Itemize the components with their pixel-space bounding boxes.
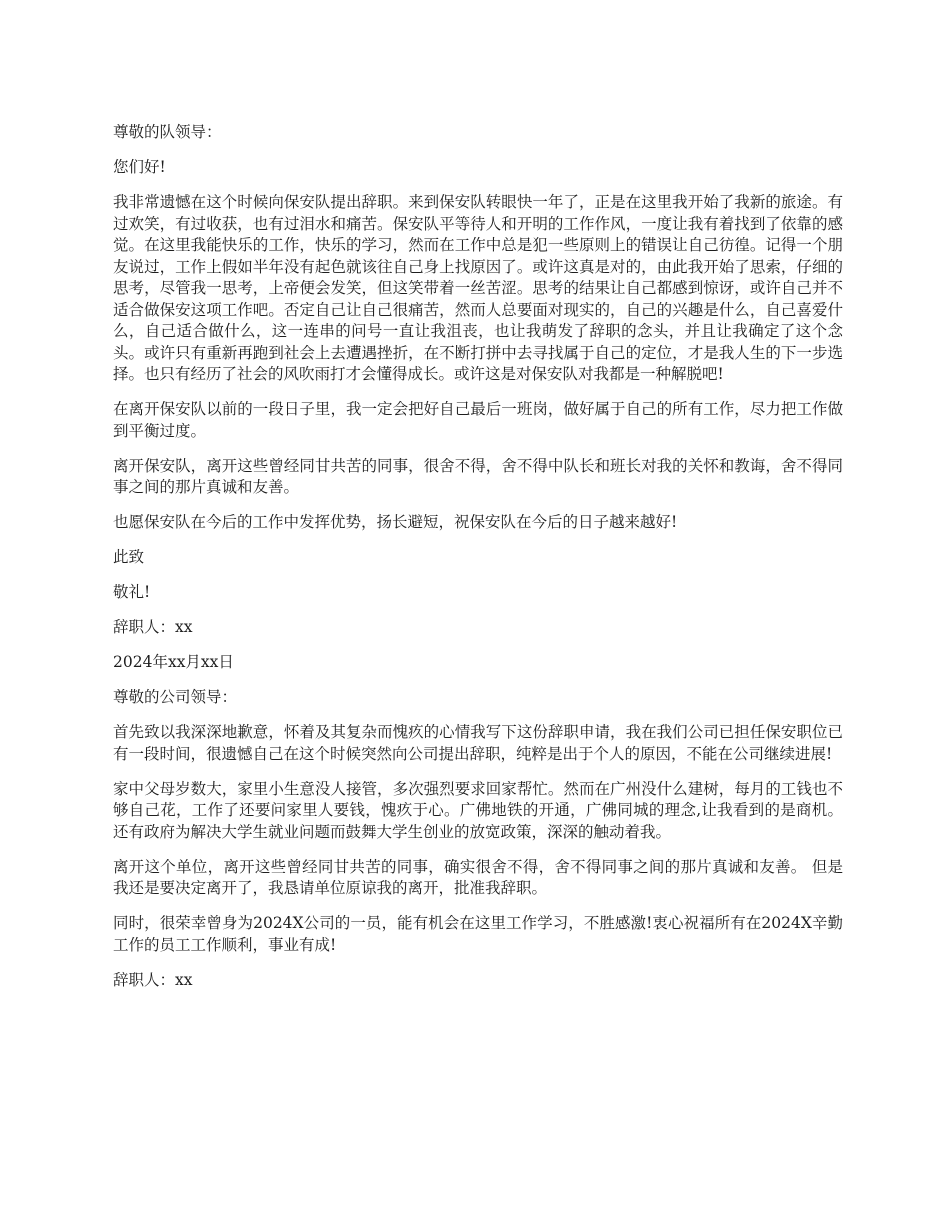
letter-1-salutation: 尊敬的队领导： <box>113 123 222 141</box>
letter-1-signature: 辞职人：xx <box>113 618 193 636</box>
letter-1-date: 2024年xx月xx日 <box>113 653 234 671</box>
letter-1-greeting: 您们好! <box>113 158 166 176</box>
letter-2-signature: 辞职人：xx <box>113 970 193 989</box>
letter-1-paragraph-3: 离开保安队，离开这些曾经同甘共苦的同事，很舍不得，舍不得中队长和班长对我的关怀和教诲，舍不得同事之间的那片真诚和友善。 <box>113 456 843 496</box>
letter-2-paragraph-1: 首先致以我深深地歉意，怀着及其复杂而愧疚的心情我写下这份辞职申请，我在我们公司已担任保安职位已有一段时间，很遗憾自己在这个时候突然向公司提出辞职，纯粹是出于个人的原因，不能在公司继续进展! <box>113 723 843 763</box>
letter-1-closing-2: 敬礼! <box>113 583 151 601</box>
letter-1-paragraph-2: 在离开保安队以前的一段日子里，我一定会把好自己最后一班岗，做好属于自己的所有工作，尽力把工作做到平衡过度。 <box>113 400 843 440</box>
letter-2-paragraph-4: 同时，很荣幸曾身为2024X公司的一员，能有机会在这里工作学习，不胜感激!衷心祝福所有在2024X辛勤工作的员工工作顺利，事业有成! <box>113 914 843 954</box>
letter-1-closing-1: 此致 <box>113 548 145 566</box>
letter-2-paragraph-2: 家中父母岁数大，家里小生意没人接管，多次强烈要求回家帮忙。然而在广州没什么建树，每月的工钱也不够自己花，工作了还要问家里人要钱，愧疚于心。广佛地铁的开通，广佛同城的理念,让我看到的是商机。还有政府为解决大学生就业问题而鼓舞大学生创业的放宽政策，深深的触动着我。 <box>113 779 843 841</box>
letter-2-paragraph-3: 离开这个单位，离开这些曾经同甘共苦的同事，确实很舍不得，舍不得同事之间的那片真诚和友善。 但是我还是要决定离开了，我恳请单位原谅我的离开，批准我辞职。 <box>113 857 843 897</box>
letter-1-paragraph-1: 我非常遗憾在这个时候向保安队提出辞职。来到保安队转眼快一年了，正是在这里我开始了我新的旅途。有过欢笑，有过收获，也有过泪水和痛苦。保安队平等待人和开明的工作作风，一度让我有着找到了依靠的感觉。在这里我能快乐的工作，快乐的学习，然而在工作中总是犯一些原则上的错误让自己彷徨。记得一个朋友说过，工作上假如半年没有起色就该往自己身上找原因了。或许这真是对的，由此我开始了思索，仔细的思考，尽管我一思考，上帝便会发笑，但这笑带着一丝苦涩。思考的结果让自己都感到惊讶，或许自己并不适合做保安这项工作吧。否定自己让自己很痛苦，然而人总要面对现实的，自己的兴趣是什么，自己喜爱什么，自己适合做什么，这一连串的问号一直让我沮丧，也让我萌发了辞职的念头，并且让我确定了这个念头。或许只有重新再跑到社会上去遭遇挫折，在不断打拼中去寻找属于自己的定位，才是我人生的下一步选择。也只有经历了社会的风吹雨打才会懂得成长。或许这是对保安队对我都是一种解脱吧! <box>113 193 843 383</box>
letter-1-paragraph-4: 也愿保安队在今后的工作中发挥优势，扬长避短，祝保安队在今后的日子越来越好! <box>113 513 678 531</box>
letter-2-salutation: 尊敬的公司领导： <box>113 688 238 706</box>
document-page <box>113 122 843 1005</box>
